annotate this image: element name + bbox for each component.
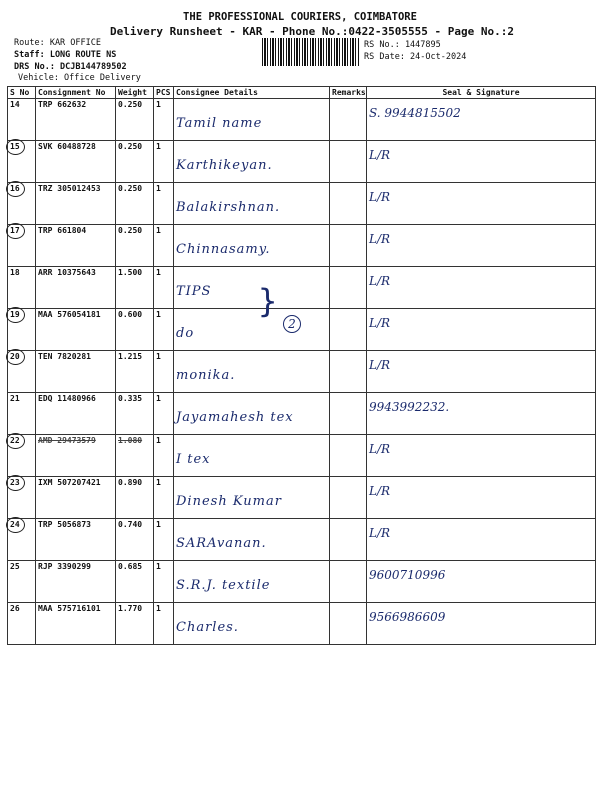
cell-seal [367, 351, 596, 393]
consignee-handwriting: Tamil name [176, 116, 263, 131]
cell-consignment: TRP 5056873 [36, 519, 116, 561]
cell-consignee [174, 477, 330, 519]
table-row [8, 267, 596, 309]
cell-seal [367, 603, 596, 645]
cell-consignee [174, 183, 330, 225]
cell-consignment: TRP 661804 [36, 225, 116, 267]
cell-remarks [330, 393, 367, 435]
cell-pcs: 1 [154, 603, 174, 645]
cell-remarks [330, 225, 367, 267]
cell-consignment: SVK 60488728 [36, 141, 116, 183]
cell-weight: 0.890 [116, 477, 154, 519]
cell-pcs: 1 [154, 561, 174, 603]
cell-sno: 26 [8, 603, 36, 645]
cell-consignment: AMD 29473579 [36, 435, 116, 477]
cell-consignment: IXM 507207421 [36, 477, 116, 519]
cell-pcs: 1 [154, 477, 174, 519]
rs-number: RS No.: 1447895 [364, 40, 441, 50]
cell-consignee [174, 519, 330, 561]
consignee-handwriting: monika. [176, 368, 236, 383]
cell-seal [367, 393, 596, 435]
cell-weight: 0.600 [116, 309, 154, 351]
cell-seal [367, 309, 596, 351]
cell-sno: 18 [8, 267, 36, 309]
table-row [8, 99, 596, 141]
cell-sno: 23 [8, 477, 36, 519]
runsheet-table [7, 86, 596, 645]
cell-sno: 21 [8, 393, 36, 435]
staff-label: Staff: LONG ROUTE NS [14, 50, 117, 60]
cell-remarks [330, 477, 367, 519]
cell-consignee [174, 561, 330, 603]
cell-sno: 22 [8, 435, 36, 477]
cell-sno: 25 [8, 561, 36, 603]
seal-signature: S. 9944815502 [369, 106, 461, 120]
seal-signature: L/R [369, 148, 391, 162]
cell-pcs: 1 [154, 519, 174, 561]
barcode-image [262, 38, 359, 66]
cell-consignee [174, 393, 330, 435]
seal-signature: L/R [369, 358, 391, 372]
cell-consignee [174, 141, 330, 183]
cell-pcs: 1 [154, 309, 174, 351]
col-remarks: Remarks [330, 87, 367, 99]
cell-seal [367, 519, 596, 561]
cell-seal [367, 435, 596, 477]
seal-signature: 9943992232. [369, 400, 450, 414]
cell-remarks [330, 267, 367, 309]
table-row [8, 183, 596, 225]
consignee-handwriting: SARAvanan. [176, 536, 267, 551]
table-row [8, 225, 596, 267]
cell-consignee [174, 603, 330, 645]
route-label: Route: KAR OFFICE [14, 38, 101, 48]
cell-consignment: ARR 10375643 [36, 267, 116, 309]
cell-seal [367, 561, 596, 603]
col-sno: S No [8, 87, 36, 99]
cell-remarks [330, 183, 367, 225]
consignee-handwriting: do [176, 326, 195, 341]
cell-weight: 0.335 [116, 393, 154, 435]
cell-pcs: 1 [154, 393, 174, 435]
cell-consignment: EDQ 11480966 [36, 393, 116, 435]
rs-date: RS Date: 24-Oct-2024 [364, 52, 467, 62]
cell-remarks [330, 561, 367, 603]
cell-sno: 24 [8, 519, 36, 561]
consignee-handwriting: Balakirshnan. [176, 200, 281, 215]
cell-consignee [174, 99, 330, 141]
seal-signature: L/R [369, 442, 391, 456]
cell-pcs: 1 [154, 225, 174, 267]
cell-pcs: 1 [154, 351, 174, 393]
cell-sno: 17 [8, 225, 36, 267]
cell-sno: 19 [8, 309, 36, 351]
handwritten-brace: } [258, 282, 278, 320]
cell-weight: 0.250 [116, 141, 154, 183]
table-row [8, 603, 596, 645]
col-consignee: Consignee Details [174, 87, 330, 99]
cell-weight: 0.685 [116, 561, 154, 603]
cell-weight: 1.770 [116, 603, 154, 645]
cell-weight: 0.250 [116, 183, 154, 225]
cell-consignee [174, 309, 330, 351]
consignee-handwriting: TIPS [176, 284, 212, 299]
cell-remarks [330, 351, 367, 393]
cell-weight: 0.250 [116, 225, 154, 267]
cell-consignee [174, 267, 330, 309]
consignee-handwriting: Jayamahesh tex [176, 410, 294, 425]
table-header-row [8, 87, 596, 99]
col-seal: Seal & Signature [367, 87, 596, 99]
consignee-handwriting: Dinesh Kumar [176, 494, 282, 509]
cell-seal [367, 267, 596, 309]
cell-remarks [330, 141, 367, 183]
cell-pcs: 1 [154, 99, 174, 141]
cell-consignment: TEN 7820281 [36, 351, 116, 393]
cell-sno: 20 [8, 351, 36, 393]
table-row [8, 561, 596, 603]
cell-seal [367, 477, 596, 519]
cell-consignment: TRZ 305012453 [36, 183, 116, 225]
cell-weight: 1.080 [116, 435, 154, 477]
company-title: THE PROFESSIONAL COURIERS, COIMBATORE [183, 11, 417, 23]
cell-weight: 1.500 [116, 267, 154, 309]
vehicle-label: Vehicle: Office Delivery [18, 73, 141, 83]
col-pcs: PCS [154, 87, 174, 99]
cell-seal [367, 225, 596, 267]
cell-seal [367, 183, 596, 225]
cell-remarks [330, 99, 367, 141]
cell-sno: 16 [8, 183, 36, 225]
cell-seal [367, 141, 596, 183]
cell-pcs: 1 [154, 435, 174, 477]
col-weight: Weight [116, 87, 154, 99]
cell-remarks [330, 309, 367, 351]
cell-consignment: TRP 662632 [36, 99, 116, 141]
table-row [8, 351, 596, 393]
table-row [8, 141, 596, 183]
table-row [8, 435, 596, 477]
drs-label: DRS No.: DCJB144789502 [14, 62, 127, 72]
cell-consignment: MAA 576054181 [36, 309, 116, 351]
cell-pcs: 1 [154, 141, 174, 183]
consignee-handwriting: I tex [176, 452, 211, 467]
col-consignment: Consignment No [36, 87, 116, 99]
cell-consignee [174, 351, 330, 393]
cell-remarks [330, 435, 367, 477]
consignee-handwriting: Chinnasamy. [176, 242, 271, 257]
cell-seal [367, 99, 596, 141]
consignee-handwriting: Karthikeyan. [176, 158, 273, 173]
cell-consignment: MAA 575716101 [36, 603, 116, 645]
table-row [8, 519, 596, 561]
table-row [8, 393, 596, 435]
seal-signature: L/R [369, 232, 391, 246]
brace-circled-number: 2 [283, 315, 301, 333]
cell-remarks [330, 603, 367, 645]
cell-consignment: RJP 3390299 [36, 561, 116, 603]
cell-pcs: 1 [154, 183, 174, 225]
seal-signature: 9600710996 [369, 568, 446, 582]
seal-signature: L/R [369, 190, 391, 204]
cell-weight: 0.740 [116, 519, 154, 561]
cell-weight: 1.215 [116, 351, 154, 393]
consignee-handwriting: S.R.J. textile [176, 578, 271, 593]
seal-signature: L/R [369, 526, 391, 540]
cell-weight: 0.250 [116, 99, 154, 141]
seal-signature: 9566986609 [369, 610, 446, 624]
table-row [8, 477, 596, 519]
cell-consignee [174, 225, 330, 267]
consignee-handwriting: Charles. [176, 620, 239, 635]
seal-signature: L/R [369, 484, 391, 498]
cell-remarks [330, 519, 367, 561]
seal-signature: L/R [369, 274, 391, 288]
seal-signature: L/R [369, 316, 391, 330]
table-row [8, 309, 596, 351]
cell-pcs: 1 [154, 267, 174, 309]
cell-consignee [174, 435, 330, 477]
runsheet-title: Delivery Runsheet - KAR - Phone No.:0422-3505555 - Page No.:2 [110, 25, 514, 38]
cell-sno: 15 [8, 141, 36, 183]
cell-sno: 14 [8, 99, 36, 141]
